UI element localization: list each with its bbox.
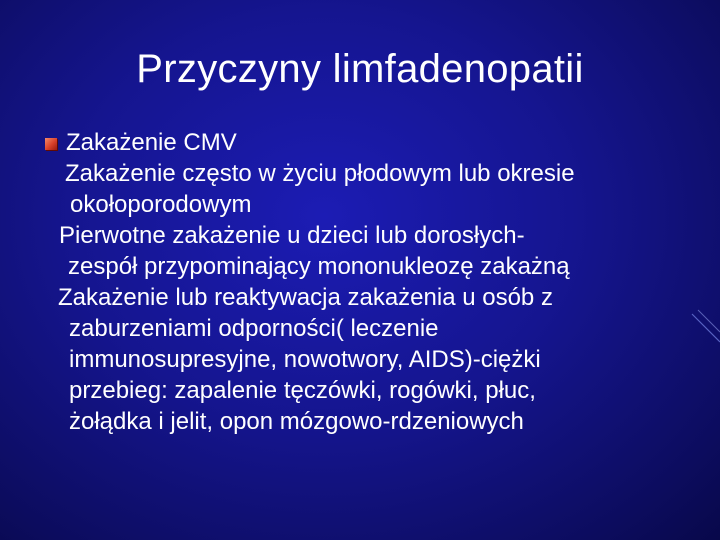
text-line: Zakażenie często w życiu płodowym lub okresie bbox=[65, 160, 575, 187]
text-line: okołoporodowym bbox=[70, 191, 252, 218]
square-bullet-icon bbox=[45, 138, 57, 150]
text-line: immunosupresyjne, nowotwory, AIDS)-ciężki bbox=[69, 346, 541, 373]
text-line: Pierwotne zakażenie u dzieci lub dorosłych- bbox=[59, 222, 525, 249]
slide-title: Przyczyny limfadenopatii bbox=[136, 47, 584, 91]
decorative-lines bbox=[690, 300, 720, 360]
slide-content bbox=[44, 127, 694, 437]
text-line: przebieg: zapalenie tęczówki, rogówki, płuc, bbox=[69, 377, 536, 404]
text-line: żołądka i jelit, opon mózgowo-rdzeniowych bbox=[69, 408, 524, 435]
bullet-text: Zakażenie CMV bbox=[66, 129, 237, 156]
text-line: Zakażenie lub reaktywacja zakażenia u osób z bbox=[58, 284, 553, 311]
text-line: zespół przypominający mononukleozę zakażną bbox=[68, 253, 570, 280]
bullet-item bbox=[44, 127, 694, 158]
text-line: zaburzeniami odporności( leczenie bbox=[69, 315, 439, 342]
